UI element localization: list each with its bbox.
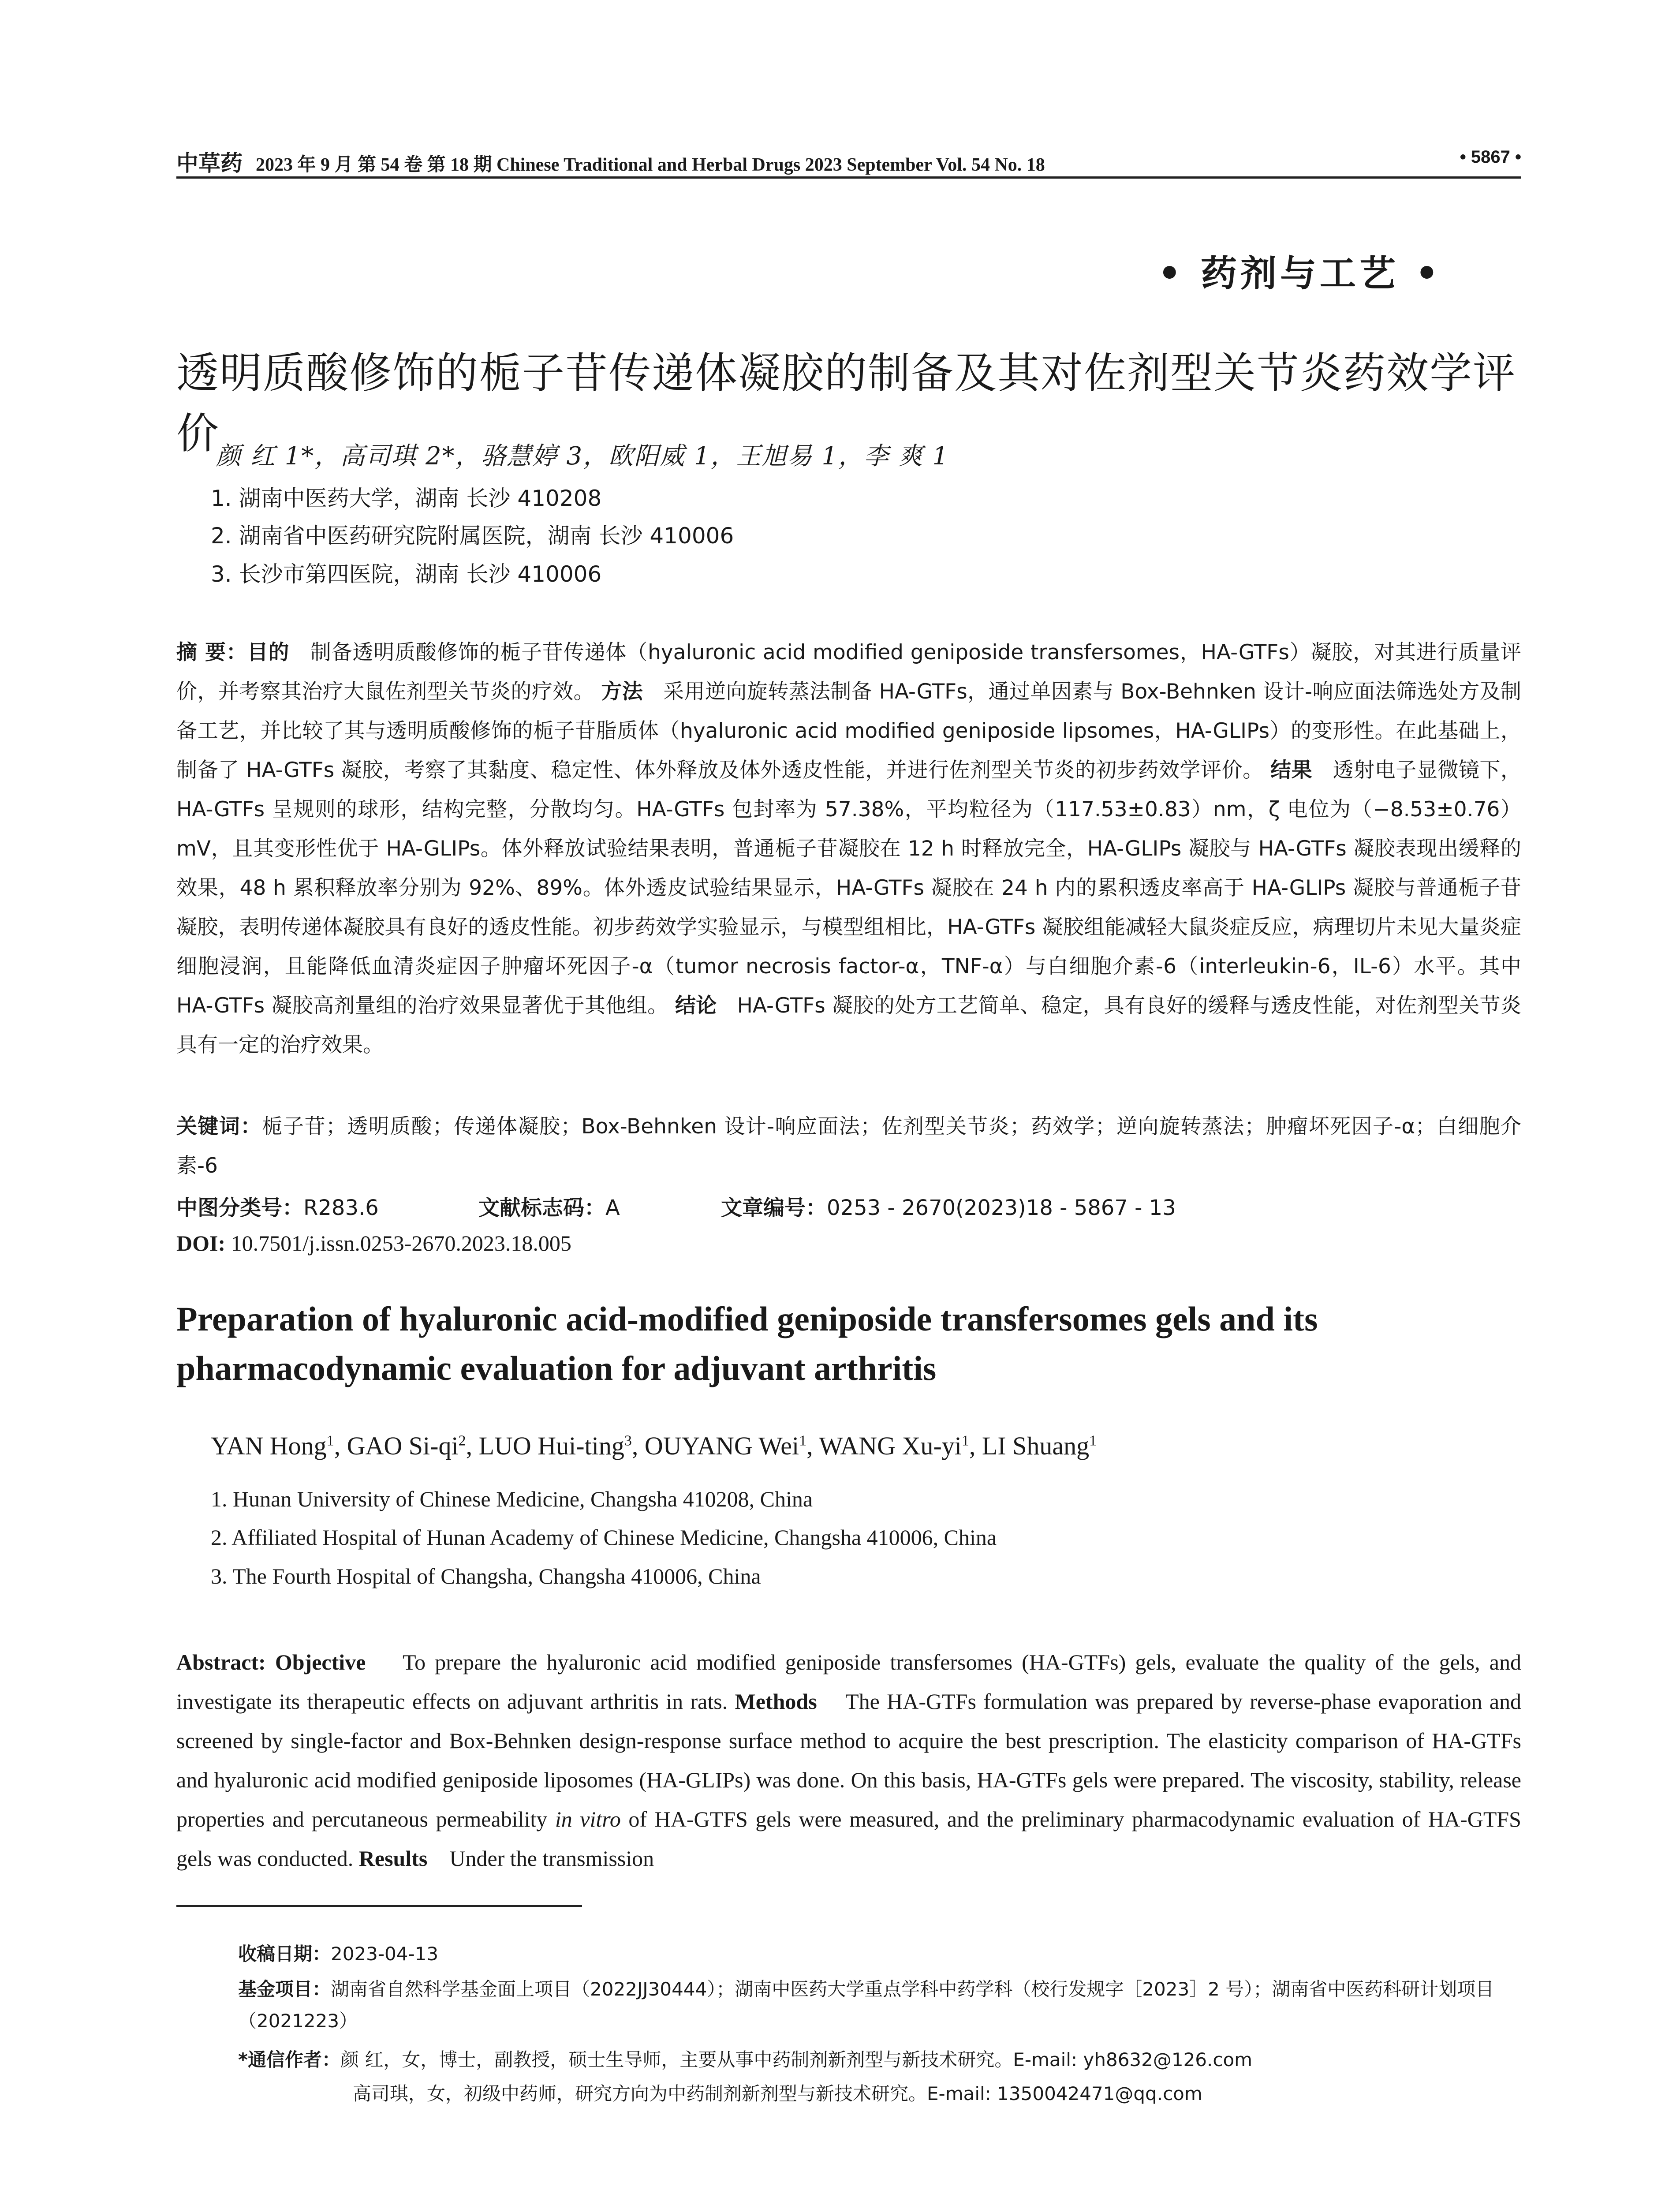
footnote-corr-2: 高司琪，女，初级中药师，研究方向为中药制剂新剂型与新技术研究。E-mail: 1350042471@qq.com: [353, 2083, 1202, 2104]
running-header: [176, 141, 1521, 176]
footnote-corr-1: [238, 2044, 1521, 2076]
en-author-1-sup: 1: [326, 1432, 334, 1449]
en-author-1: YAN Hong: [211, 1431, 327, 1460]
cn-authors: 颜 红 1*，高司琪 2*，骆慧婷 3，欧阳威 1，王旭易 1，李 爽 1: [216, 442, 949, 471]
cn-affiliation-2: 2. 湖南省中医药研究院附属医院，湖南 长沙 410006: [211, 523, 734, 549]
en-methods-text-b: of HA-GTFS gels were measured, and the preliminary pharmacodynamic evaluation of HA-GTFS gels was conducted.: [176, 1807, 1521, 1871]
en-author-6: LI Shuang: [982, 1431, 1090, 1460]
en-results-text: Under the transmission: [449, 1846, 654, 1871]
en-methods-label: Methods: [735, 1689, 817, 1714]
page-number: • 5867 •: [1460, 147, 1521, 167]
doccode-line: [478, 1191, 620, 1221]
doi-value: 10.7501/j.issn.0253-2670.2023.18.005: [231, 1231, 571, 1256]
cn-abstract: [176, 633, 1521, 1065]
en-author-3-sup: 3: [624, 1432, 632, 1449]
en-author-5-sup: 1: [961, 1432, 969, 1449]
articleno-label: 文章编号：: [721, 1196, 827, 1220]
en-affiliation-1: 1. Hunan University of Chinese Medicine, Changsha 410208, China: [211, 1487, 813, 1511]
en-methods-text-a: The HA-GTFs formulation was prepared by reverse-phase evaporation and screened by single-factor and Box-Behnken design-response surface method to acquire the best prescription. The elasticity comparison of HA-GTFs and hyaluronic acid modified geniposide liposomes (HA-GLIPs) was done. On this basis, HA-GTFs gels were prepared. The viscosity, stability, release properties and percutaneous permeability: [176, 1689, 1522, 1831]
articleno-value: 0253 - 2670(2023)18 - 5867 - 13: [827, 1196, 1176, 1220]
en-author-4: OUYANG Wei: [644, 1431, 799, 1460]
en-author-6-sup: 1: [1089, 1432, 1097, 1449]
clc-label: 中图分类号：: [176, 1196, 304, 1220]
cn-results-label: 结果: [1270, 758, 1313, 782]
footnote-fund: [238, 1973, 1521, 2037]
en-author-4-sup: 1: [799, 1432, 807, 1449]
en-author-2-sup: 2: [458, 1432, 466, 1449]
en-results-label: Results: [358, 1846, 428, 1871]
fund-label: 基金项目：: [238, 1978, 331, 2000]
cn-methods-label: 方法: [601, 680, 643, 704]
doi-line: [176, 1230, 571, 1256]
doccode-value: A: [605, 1196, 620, 1220]
cn-abstract-label: 摘 要：目的: [176, 640, 290, 665]
doccode-label: 文献标志码：: [478, 1196, 606, 1220]
footnote-rule: [176, 1905, 582, 1907]
en-author-5: WANG Xu-yi: [819, 1431, 962, 1460]
corr-label: *通信作者：: [238, 2049, 340, 2070]
fund-value: 湖南省自然科学基金面上项目（2022JJ30444）；湖南中医药大学重点学科中药学科（校行发规字［2023］2 号）；湖南省中医药科研计划项目（2021223）: [238, 1978, 1494, 2032]
header-rule: [176, 176, 1521, 179]
en-affiliation-3: 3. The Fourth Hospital of Changsha, Changsha 410006, China: [211, 1564, 761, 1588]
doi-label: DOI:: [176, 1231, 226, 1256]
en-title: Preparation of hyaluronic acid-modified geniposide transfersomes gels and its pharmacodynamic evaluation for adjuvant arthritis: [176, 1300, 1318, 1387]
issue-info: 2023 年 9 月 第 54 卷 第 18 期 Chinese Traditional and Herbal Drugs 2023 September Vol. 54 No. 18: [256, 155, 1045, 175]
cn-keywords-text: 栀子苷；透明质酸；传递体凝胶；Box-Behnken 设计-响应面法；佐剂型关节炎；药效学；逆向旋转蒸法；肿瘤坏死因子-α；白细胞介素-6: [176, 1114, 1521, 1178]
en-abstract-label: Abstract: Objective: [176, 1650, 366, 1674]
corr-value-1: 颜 红，女，博士，副教授，硕士生导师，主要从事中药制剂新剂型与新技术研究。E-mail: yh8632@126.com: [340, 2049, 1253, 2070]
articleno-line: [721, 1191, 1176, 1221]
cn-affiliation-3: 3. 长沙市第四医院，湖南 长沙 410006: [211, 561, 602, 587]
received-value: 2023-04-13: [331, 1943, 439, 1965]
journal-name: 中草药: [176, 150, 243, 176]
footnote-received: [238, 1938, 438, 1970]
en-abstract: [176, 1643, 1521, 1878]
cn-affiliation-1: 1. 湖南中医药大学，湖南 长沙 410208: [211, 486, 602, 511]
en-abstract-objective: To prepare the hyaluronic acid modified geniposide transfersomes (HA-GTFs) gels, evaluate the quality of the gels, and investigate its therapeutic effects on adjuvant arthritis in rats.: [176, 1650, 1521, 1714]
en-author-2: GAO Si-qi: [347, 1431, 459, 1460]
section-tag: • 药剂与工艺 •: [1158, 252, 1442, 295]
en-author-3: LUO Hui-ting: [478, 1431, 624, 1460]
en-authors: YAN Hong$^1$, GAO $Si-qi^2$, LUO Hui-ting$^3$, OUYANG Wei$^1$, WANG $Xu-yi^1$, LI Shuang$^1$: [211, 1431, 1097, 1460]
cn-methods-text: 采用逆向旋转蒸法制备 HA-GTFs，通过单因素与 Box-Behnken 设计-响应面法筛选处方及制备工艺，并比较了其与透明质酸修饰的栀子苷脂质体（hyaluronic acid modified geniposide lipsomes，HA-GLIPs）的变形性。在此基础上，制备了 HA-GTFs 凝胶，考察了其黏度、稳定性、体外释放及体外透皮性能，并进行佐剂型关节炎的初步药效学评价。: [176, 680, 1521, 782]
journal-issue-line: [176, 146, 1045, 177]
cn-keywords: [176, 1107, 1521, 1185]
clc-value: R283.6: [303, 1196, 379, 1220]
cn-abstract-objective: 制备透明质酸修饰的栀子苷传递体（hyaluronic acid modified geniposide transfersomes，HA-GTFs）凝胶，对其进行质量评价，并考察其治疗大鼠佐剂型关节炎的疗效。: [176, 640, 1521, 704]
cn-keywords-label: 关键词：: [176, 1114, 262, 1139]
cn-conclusion-text: HA-GTFs 凝胶的处方工艺简单、稳定，具有良好的缓释与透皮性能，对佐剂型关节炎具有一定的治疗效果。: [176, 994, 1521, 1057]
received-label: 收稿日期：: [238, 1943, 331, 1965]
clc-line: [176, 1191, 379, 1221]
en-affiliation-2: 2. Affiliated Hospital of Hunan Academy of Chinese Medicine, Changsha 410006, China: [211, 1525, 997, 1550]
cn-results-text: 透射电子显微镜下，HA-GTFs 呈规则的球形，结构完整，分散均匀。HA-GTFs 包封率为 57.38%，平均粒径为（117.53±0.83）nm，ζ 电位为（−8.53±0.76）mV，且其变形性优于 HA-GLIPs。体外释放试验结果表明，普通栀子苷凝胶在 12 h 时释放完全，HA-GLIPs 凝胶与 HA-GTFs 凝胶表现出缓释的效果，48 h 累积释放率分别为 92%、89%。体外透皮试验结果显示，HA-GTFs 凝胶在 24 h 内的累积透皮率高于 HA-GLIPs 凝胶与普通栀子苷凝胶，表明传递体凝胶具有良好的透皮性能。初步药效学实验显示，与模型组相比，HA-GTFs 凝胶组能减轻大鼠炎症反应，病理切片未见大量炎症细胞浸润，且能降低血清炎症因子肿瘤坏死因子-α（tumor necrosis factor-α，TNF-α）与白细胞介素-6（interleukin-6，IL-6）水平。其中 HA-GTFs 凝胶高剂量组的治疗效果显著优于其他组。: [176, 758, 1521, 1018]
cn-title: 透明质酸修饰的栀子苷传递体凝胶的制备及其对佐剂型关节炎药效学评价: [176, 348, 1516, 458]
cn-conclusion-label: 结论: [675, 994, 717, 1018]
en-methods-italic: in vitro: [555, 1807, 621, 1831]
